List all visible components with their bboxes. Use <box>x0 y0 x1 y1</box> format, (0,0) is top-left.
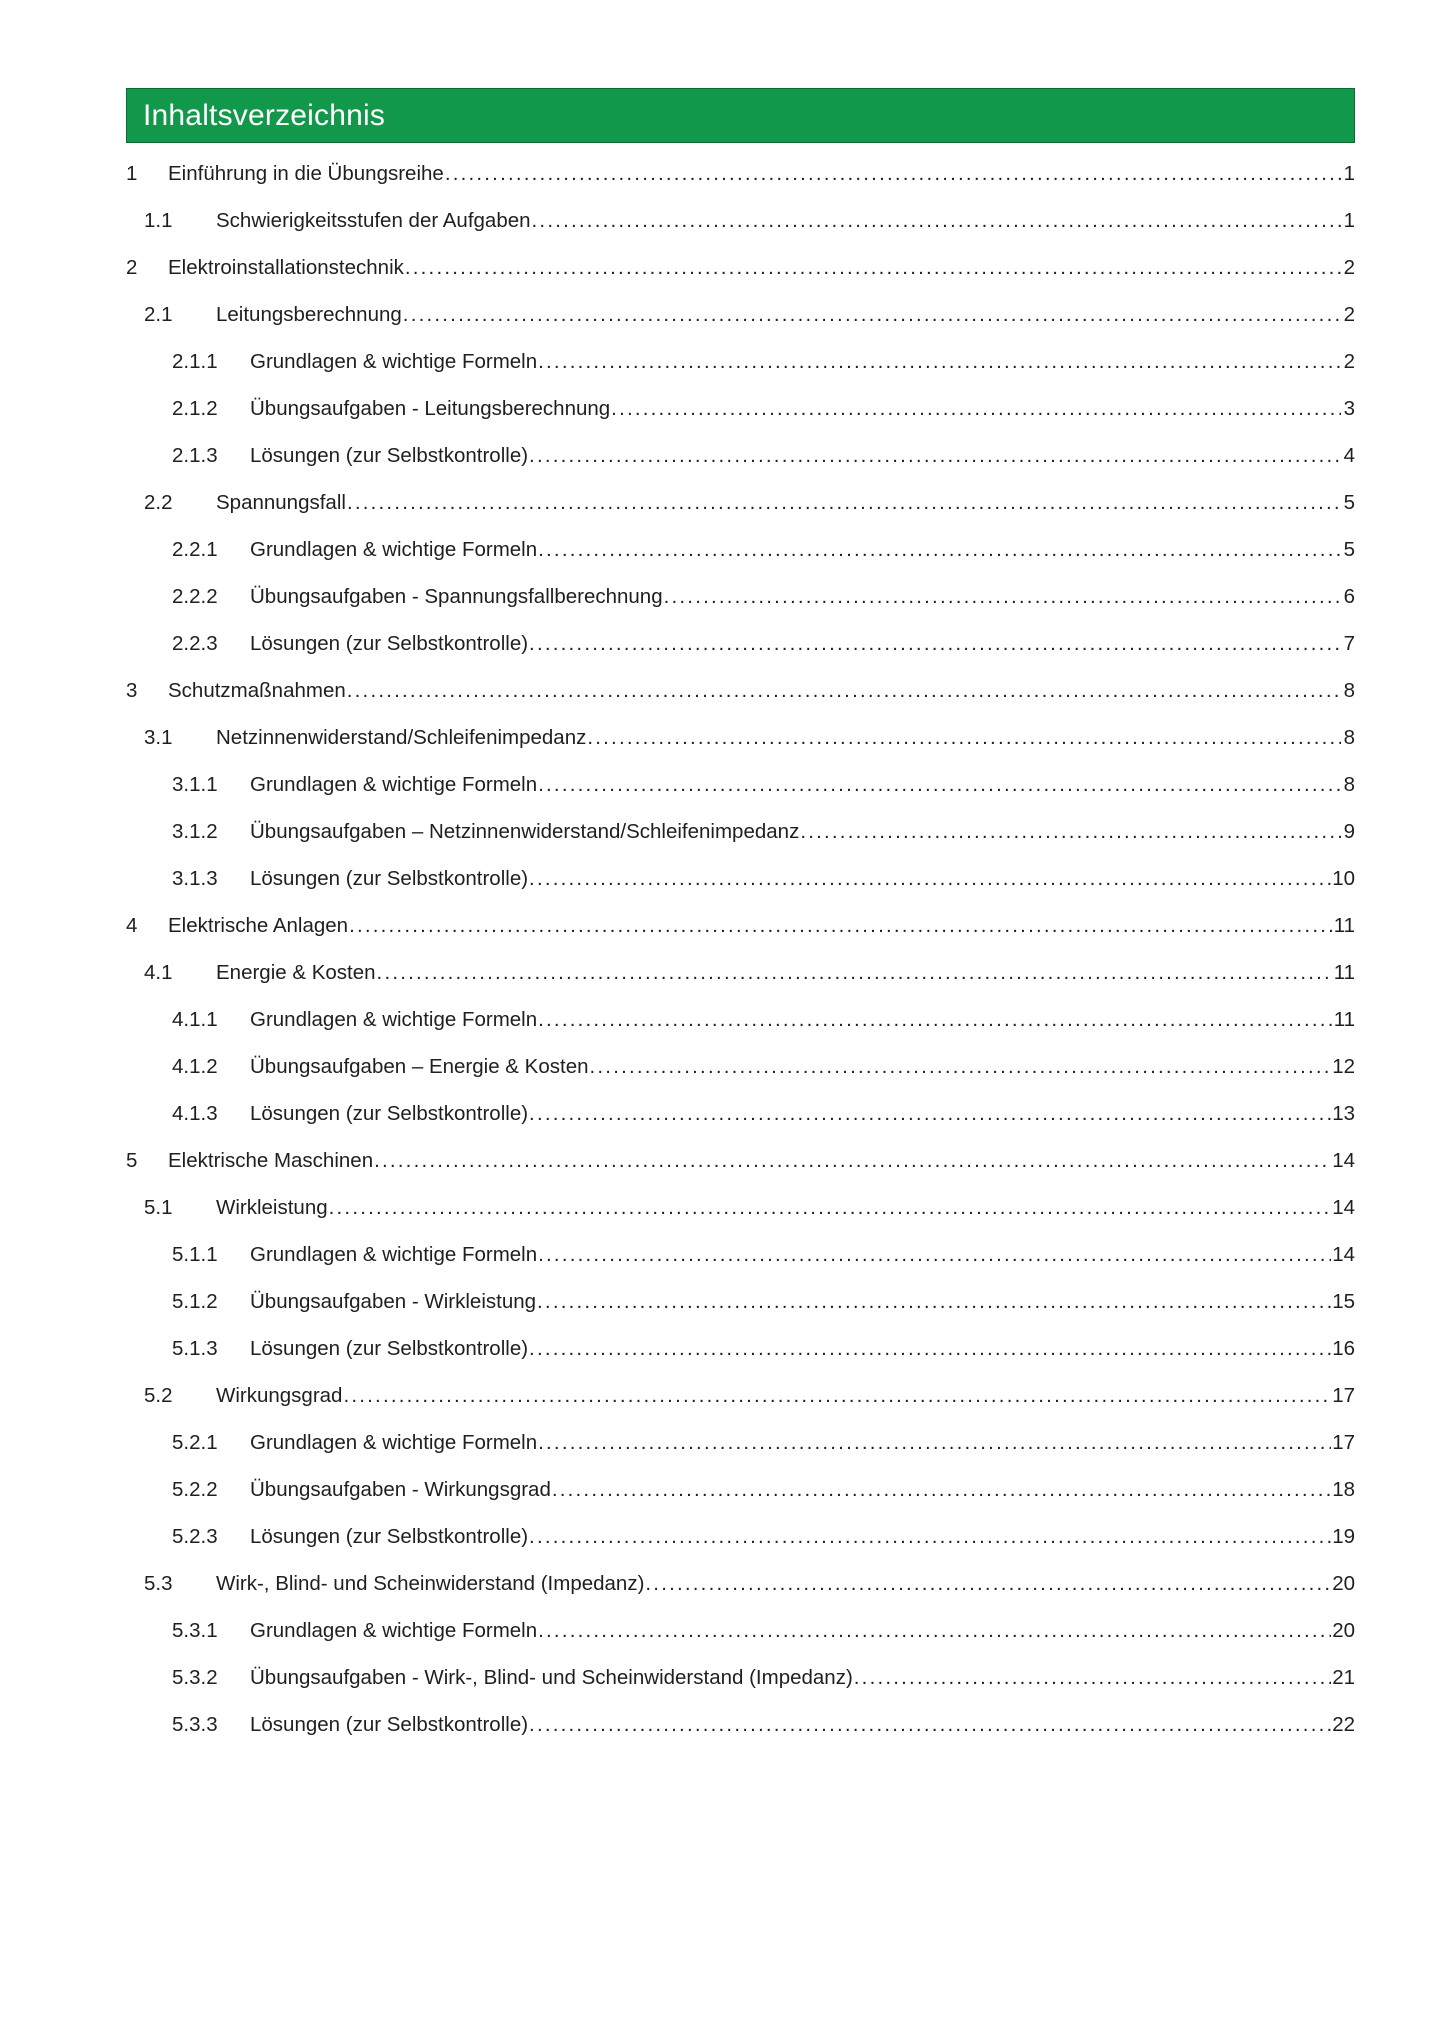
toc-entry[interactable] <box>126 996 1355 1043</box>
toc-entry-label: Leitungsberechnung <box>216 303 402 326</box>
toc-entry-label: Übungsaufgaben – Netzinnenwiderstand/Schleifenimpedanz <box>250 820 800 843</box>
toc-dot-leader <box>590 1057 1332 1078</box>
toc-entry-number: 2.1.2 <box>172 397 218 420</box>
toc-entry-number: 5.2.2 <box>172 1478 218 1501</box>
toc-page-number: 2 <box>1343 303 1355 326</box>
toc-entry[interactable] <box>126 1372 1355 1419</box>
toc-page-number: 6 <box>1343 585 1355 608</box>
toc-entry-number: 5 <box>126 1149 138 1172</box>
toc-entry-number: 5.3.2 <box>172 1666 218 1689</box>
toc-entry-label: Lösungen (zur Selbstkontrolle) <box>250 632 529 655</box>
toc-entry-number: 5.1.3 <box>172 1337 218 1360</box>
toc-entry-label: Schwierigkeitsstufen der Aufgaben <box>216 209 531 232</box>
toc-page-number: 8 <box>1343 773 1355 796</box>
toc-entry-label: Energie & Kosten <box>216 961 376 984</box>
toc-entry-label: Elektroinstallationstechnik <box>168 256 404 279</box>
toc-entry-label: Übungsaufgaben - Wirkungsgrad <box>250 1478 551 1501</box>
toc-entry[interactable] <box>126 526 1355 573</box>
toc-entry-label: Lösungen (zur Selbstkontrolle) <box>250 1713 529 1736</box>
toc-entry[interactable] <box>126 1466 1355 1513</box>
toc-dot-leader <box>329 1198 1332 1219</box>
toc-entry[interactable] <box>126 1701 1355 1748</box>
toc-dot-leader <box>347 493 1341 514</box>
toc-entry[interactable] <box>126 1607 1355 1654</box>
toc-dot-leader <box>611 399 1341 420</box>
toc-dot-leader <box>664 587 1341 608</box>
toc-entry[interactable] <box>126 761 1355 808</box>
toc-page-number: 19 <box>1332 1525 1355 1548</box>
toc-entry-label: Grundlagen & wichtige Formeln <box>250 1431 538 1454</box>
toc-page-number: 8 <box>1343 726 1355 749</box>
toc-page-number: 14 <box>1332 1149 1355 1172</box>
toc-page-number: 20 <box>1332 1619 1355 1642</box>
toc-entry-label: Netzinnenwiderstand/Schleifenimpedanz <box>216 726 587 749</box>
toc-dot-leader <box>529 446 1341 467</box>
toc-entry[interactable] <box>126 1231 1355 1278</box>
toc-entry-label: Grundlagen & wichtige Formeln <box>250 350 538 373</box>
toc-entry-number: 2.1 <box>144 303 173 326</box>
toc-page-number: 15 <box>1332 1290 1355 1313</box>
toc-entry-label: Wirk-, Blind- und Scheinwiderstand (Impedanz) <box>216 1572 645 1595</box>
toc-dot-leader <box>347 681 1341 702</box>
toc-entry-number: 5.2.3 <box>172 1525 218 1548</box>
toc-entry-number: 3.1.3 <box>172 867 218 890</box>
toc-entry-number: 4.1.1 <box>172 1008 218 1031</box>
toc-entry-label: Übungsaufgaben – Energie & Kosten <box>250 1055 589 1078</box>
toc-dot-leader <box>529 1715 1331 1736</box>
toc-page-number: 5 <box>1343 491 1355 514</box>
toc-page-number: 2 <box>1343 350 1355 373</box>
toc-entry[interactable] <box>126 479 1355 526</box>
toc-page-number: 17 <box>1332 1431 1355 1454</box>
toc-entry[interactable] <box>126 432 1355 479</box>
toc-dot-leader <box>377 963 1333 984</box>
toc-entry[interactable] <box>126 1043 1355 1090</box>
toc-page-number: 11 <box>1333 1008 1355 1031</box>
toc-entry-number: 5.3.1 <box>172 1619 218 1642</box>
toc-page-number: 21 <box>1332 1666 1355 1689</box>
toc-entry-label: Spannungsfall <box>216 491 346 514</box>
toc-entry[interactable] <box>126 902 1355 949</box>
toc-entry-number: 3 <box>126 679 138 702</box>
toc-entry-number: 3.1 <box>144 726 173 749</box>
toc-dot-leader <box>529 634 1341 655</box>
toc-page-number: 1 <box>1343 162 1355 185</box>
toc-page-number: 22 <box>1332 1713 1355 1736</box>
toc-page-number: 12 <box>1332 1055 1355 1078</box>
toc-dot-leader <box>349 916 1333 937</box>
toc-entry-number: 4 <box>126 914 138 937</box>
toc-entry-label: Grundlagen & wichtige Formeln <box>250 1619 538 1642</box>
toc-page-number: 3 <box>1343 397 1355 420</box>
toc-entry[interactable] <box>126 291 1355 338</box>
toc-entry[interactable] <box>126 620 1355 667</box>
toc-dot-leader <box>538 1245 1331 1266</box>
toc-entry-number: 1 <box>126 162 138 185</box>
toc-entry-number: 2.2.3 <box>172 632 218 655</box>
toc-header-bar <box>126 88 1355 143</box>
toc-entry-number: 2.2 <box>144 491 173 514</box>
toc-entry[interactable] <box>126 1137 1355 1184</box>
toc-dot-leader <box>552 1480 1331 1501</box>
toc-entry-number: 5.3.3 <box>172 1713 218 1736</box>
toc-dot-leader <box>538 775 1341 796</box>
toc-page-number: 1 <box>1343 209 1355 232</box>
toc-entry-label: Übungsaufgaben - Leitungsberechnung <box>250 397 611 420</box>
toc-entry-label: Elektrische Anlagen <box>168 914 349 937</box>
toc-entry-label: Übungsaufgaben - Wirkleistung <box>250 1290 537 1313</box>
toc-page-number: 7 <box>1343 632 1355 655</box>
toc-entry[interactable] <box>126 150 1355 197</box>
toc-dot-leader <box>529 1527 1331 1548</box>
toc-dot-leader <box>529 1339 1331 1360</box>
toc-entry[interactable] <box>126 244 1355 291</box>
toc-entry-label: Übungsaufgaben - Spannungsfallberechnung <box>250 585 663 608</box>
toc-dot-leader <box>445 164 1341 185</box>
toc-page-number: 11 <box>1333 961 1355 984</box>
page-title: Inhaltsverzeichnis <box>143 98 386 132</box>
toc-entry-number: 2.2.1 <box>172 538 218 561</box>
toc-dot-leader <box>587 728 1341 749</box>
toc-page-number: 20 <box>1332 1572 1355 1595</box>
toc-entry[interactable] <box>126 714 1355 761</box>
toc-page-number: 8 <box>1343 679 1355 702</box>
toc-entry-number: 5.2 <box>144 1384 173 1407</box>
toc-entry-number: 4.1.2 <box>172 1055 218 1078</box>
toc-entry-number: 1.1 <box>144 209 173 232</box>
toc-entry-number: 4.1.3 <box>172 1102 218 1125</box>
toc-dot-leader <box>645 1574 1331 1595</box>
toc-dot-leader <box>538 1621 1331 1642</box>
toc-entry-label: Lösungen (zur Selbstkontrolle) <box>250 1102 529 1125</box>
toc-page-number: 11 <box>1333 914 1355 937</box>
toc-entry-label: Grundlagen & wichtige Formeln <box>250 1008 538 1031</box>
toc-page-number: 4 <box>1343 444 1355 467</box>
toc-entry-label: Wirkleistung <box>216 1196 328 1219</box>
toc-page-number: 14 <box>1332 1243 1355 1266</box>
toc-entry[interactable] <box>126 573 1355 620</box>
toc-entry[interactable] <box>126 338 1355 385</box>
toc-entry-number: 5.1.1 <box>172 1243 218 1266</box>
toc-entry-number: 5.1 <box>144 1196 173 1219</box>
toc-entry-number: 2.1.1 <box>172 350 218 373</box>
toc-entry[interactable] <box>126 1184 1355 1231</box>
toc-page-number: 16 <box>1332 1337 1355 1360</box>
toc-dot-leader <box>529 869 1331 890</box>
toc-page-number: 18 <box>1332 1478 1355 1501</box>
toc-entry-label: Schutzmaßnahmen <box>168 679 346 702</box>
toc-entry-label: Grundlagen & wichtige Formeln <box>250 538 538 561</box>
toc-page-number: 10 <box>1332 867 1355 890</box>
toc-entry-number: 5.3 <box>144 1572 173 1595</box>
toc-page-number: 5 <box>1343 538 1355 561</box>
toc-entry[interactable] <box>126 949 1355 996</box>
toc-entry[interactable] <box>126 1325 1355 1372</box>
toc-entry-number: 2.2.2 <box>172 585 218 608</box>
toc-dot-leader <box>529 1104 1331 1125</box>
toc-entry[interactable] <box>126 1090 1355 1137</box>
toc-entry-label: Wirkungsgrad <box>216 1384 343 1407</box>
toc-entry-number: 2.1.3 <box>172 444 218 467</box>
toc-entry-label: Lösungen (zur Selbstkontrolle) <box>250 867 529 890</box>
toc-entry-list <box>126 150 1355 1748</box>
toc-entry-number: 4.1 <box>144 961 173 984</box>
toc-dot-leader <box>800 822 1341 843</box>
toc-page-number: 2 <box>1343 256 1355 279</box>
toc-entry-number: 3.1.2 <box>172 820 218 843</box>
toc-page-number: 17 <box>1332 1384 1355 1407</box>
toc-dot-leader <box>532 211 1341 232</box>
toc-entry[interactable] <box>126 808 1355 855</box>
toc-entry[interactable] <box>126 1419 1355 1466</box>
toc-entry[interactable] <box>126 197 1355 244</box>
toc-entry-number: 5.2.1 <box>172 1431 218 1454</box>
toc-dot-leader <box>538 1010 1333 1031</box>
toc-entry-label: Lösungen (zur Selbstkontrolle) <box>250 1525 529 1548</box>
toc-entry-number: 3.1.1 <box>172 773 218 796</box>
toc-entry-label: Lösungen (zur Selbstkontrolle) <box>250 1337 529 1360</box>
toc-entry[interactable] <box>126 1654 1355 1701</box>
toc-entry[interactable] <box>126 1278 1355 1325</box>
table-of-contents <box>126 88 1355 1748</box>
toc-dot-leader <box>403 305 1341 326</box>
toc-page-number: 13 <box>1332 1102 1355 1125</box>
toc-entry-number: 5.1.2 <box>172 1290 218 1313</box>
toc-entry-label: Einführung in die Übungsreihe <box>168 162 444 185</box>
toc-dot-leader <box>405 258 1341 279</box>
toc-dot-leader <box>854 1668 1331 1689</box>
toc-entry-label: Lösungen (zur Selbstkontrolle) <box>250 444 529 467</box>
toc-page-number: 9 <box>1343 820 1355 843</box>
toc-entry-label: Grundlagen & wichtige Formeln <box>250 773 538 796</box>
toc-page-number: 14 <box>1332 1196 1355 1219</box>
toc-dot-leader <box>538 352 1341 373</box>
toc-entry[interactable] <box>126 1513 1355 1560</box>
toc-entry-number: 2 <box>126 256 138 279</box>
toc-entry[interactable] <box>126 1560 1355 1607</box>
toc-entry[interactable] <box>126 385 1355 432</box>
toc-dot-leader <box>537 1292 1331 1313</box>
toc-entry[interactable] <box>126 855 1355 902</box>
toc-entry-label: Übungsaufgaben - Wirk-, Blind- und Scheinwiderstand (Impedanz) <box>250 1666 853 1689</box>
toc-dot-leader <box>374 1151 1331 1172</box>
toc-dot-leader <box>538 1433 1331 1454</box>
toc-dot-leader <box>538 540 1341 561</box>
toc-entry-label: Grundlagen & wichtige Formeln <box>250 1243 538 1266</box>
toc-entry-label: Elektrische Maschinen <box>168 1149 374 1172</box>
toc-entry[interactable] <box>126 667 1355 714</box>
toc-dot-leader <box>343 1386 1331 1407</box>
